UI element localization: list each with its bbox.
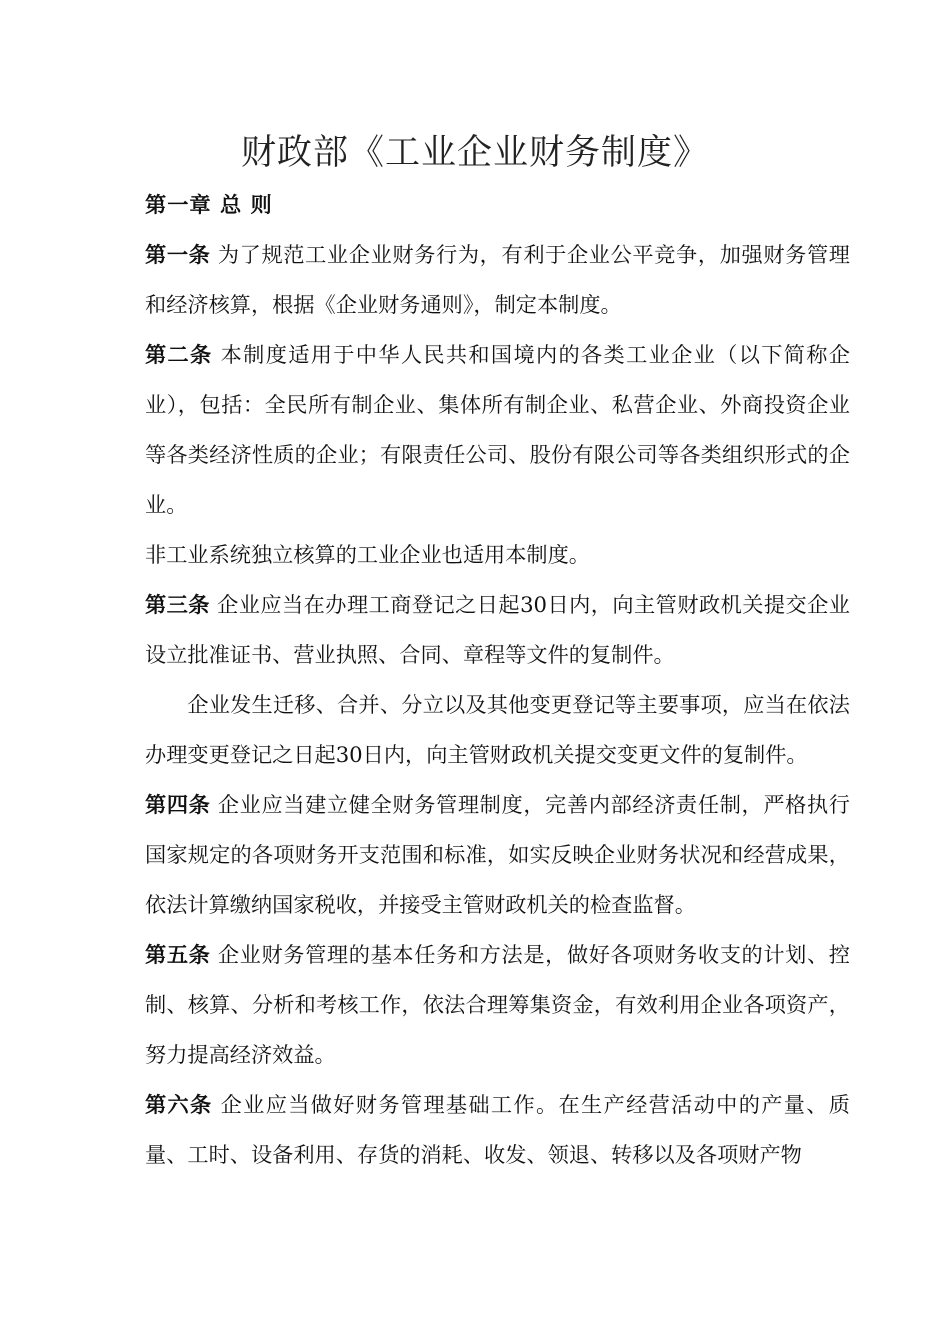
paragraph-nonindustrial: 非工业系统独立核算的工业企业也适用本制度。	[145, 542, 590, 567]
article-6	[145, 1080, 850, 1180]
article-1	[145, 230, 850, 330]
article-text: 企业应当建立健全财务管理制度，完善内部经济责任制，严格执行国家规定的各项财务开支范围和标准，如实反映企业财务状况和经营成果，依法计算缴纳国家税收，并接受主管财政机关的检查监督。	[145, 792, 850, 917]
article-label: 第五条	[145, 942, 211, 967]
article-label: 第一条	[145, 242, 211, 267]
article-text: 为了规范工业企业财务行为，有利于企业公平竞争，加强财务管理和经济核算，根据《企业财务通则》，制定本制度。	[145, 242, 850, 317]
chapter-heading: 第一章 总 则	[145, 192, 273, 217]
article-4	[145, 780, 850, 930]
document-title: 财政部《工业企业财务制度》	[240, 133, 709, 173]
article-5	[145, 930, 850, 1080]
article-text: 企业应当做好财务管理基础工作。在生产经营活动中的产量、质量、工时、设备利用、存货的消耗、收发、领退、转移以及各项财产物	[145, 1092, 850, 1167]
document-body	[145, 180, 850, 1180]
article-label: 第四条	[145, 792, 211, 817]
article-label: 第三条	[145, 592, 210, 617]
article-3	[145, 580, 850, 680]
article-label: 第六条	[145, 1092, 213, 1117]
article-text: 企业应当在办理工商登记之日起30日内，向主管财政机关提交企业设立批准证书、营业执照、合同、章程等文件的复制件。	[145, 592, 850, 667]
article-text: 本制度适用于中华人民共和国境内的各类工业企业（以下简称企业），包括：全民所有制企业、集体所有制企业、私营企业、外商投资企业等各类经济性质的企业；有限责任公司、股份有限公司等各类组织形式的企业。	[145, 342, 850, 517]
article-text: 企业财务管理的基本任务和方法是，做好各项财务收支的计划、控制、核算、分析和考核工作，依法合理筹集资金，有效利用企业各项资产，努力提高经济效益。	[145, 942, 850, 1067]
article-label: 第二条	[145, 342, 213, 367]
article-2	[145, 330, 850, 530]
paragraph-changes: 企业发生迁移、合并、分立以及其他变更登记等主要事项，应当在依法办理变更登记之日起30日内，向主管财政机关提交变更文件的复制件。	[145, 692, 850, 767]
